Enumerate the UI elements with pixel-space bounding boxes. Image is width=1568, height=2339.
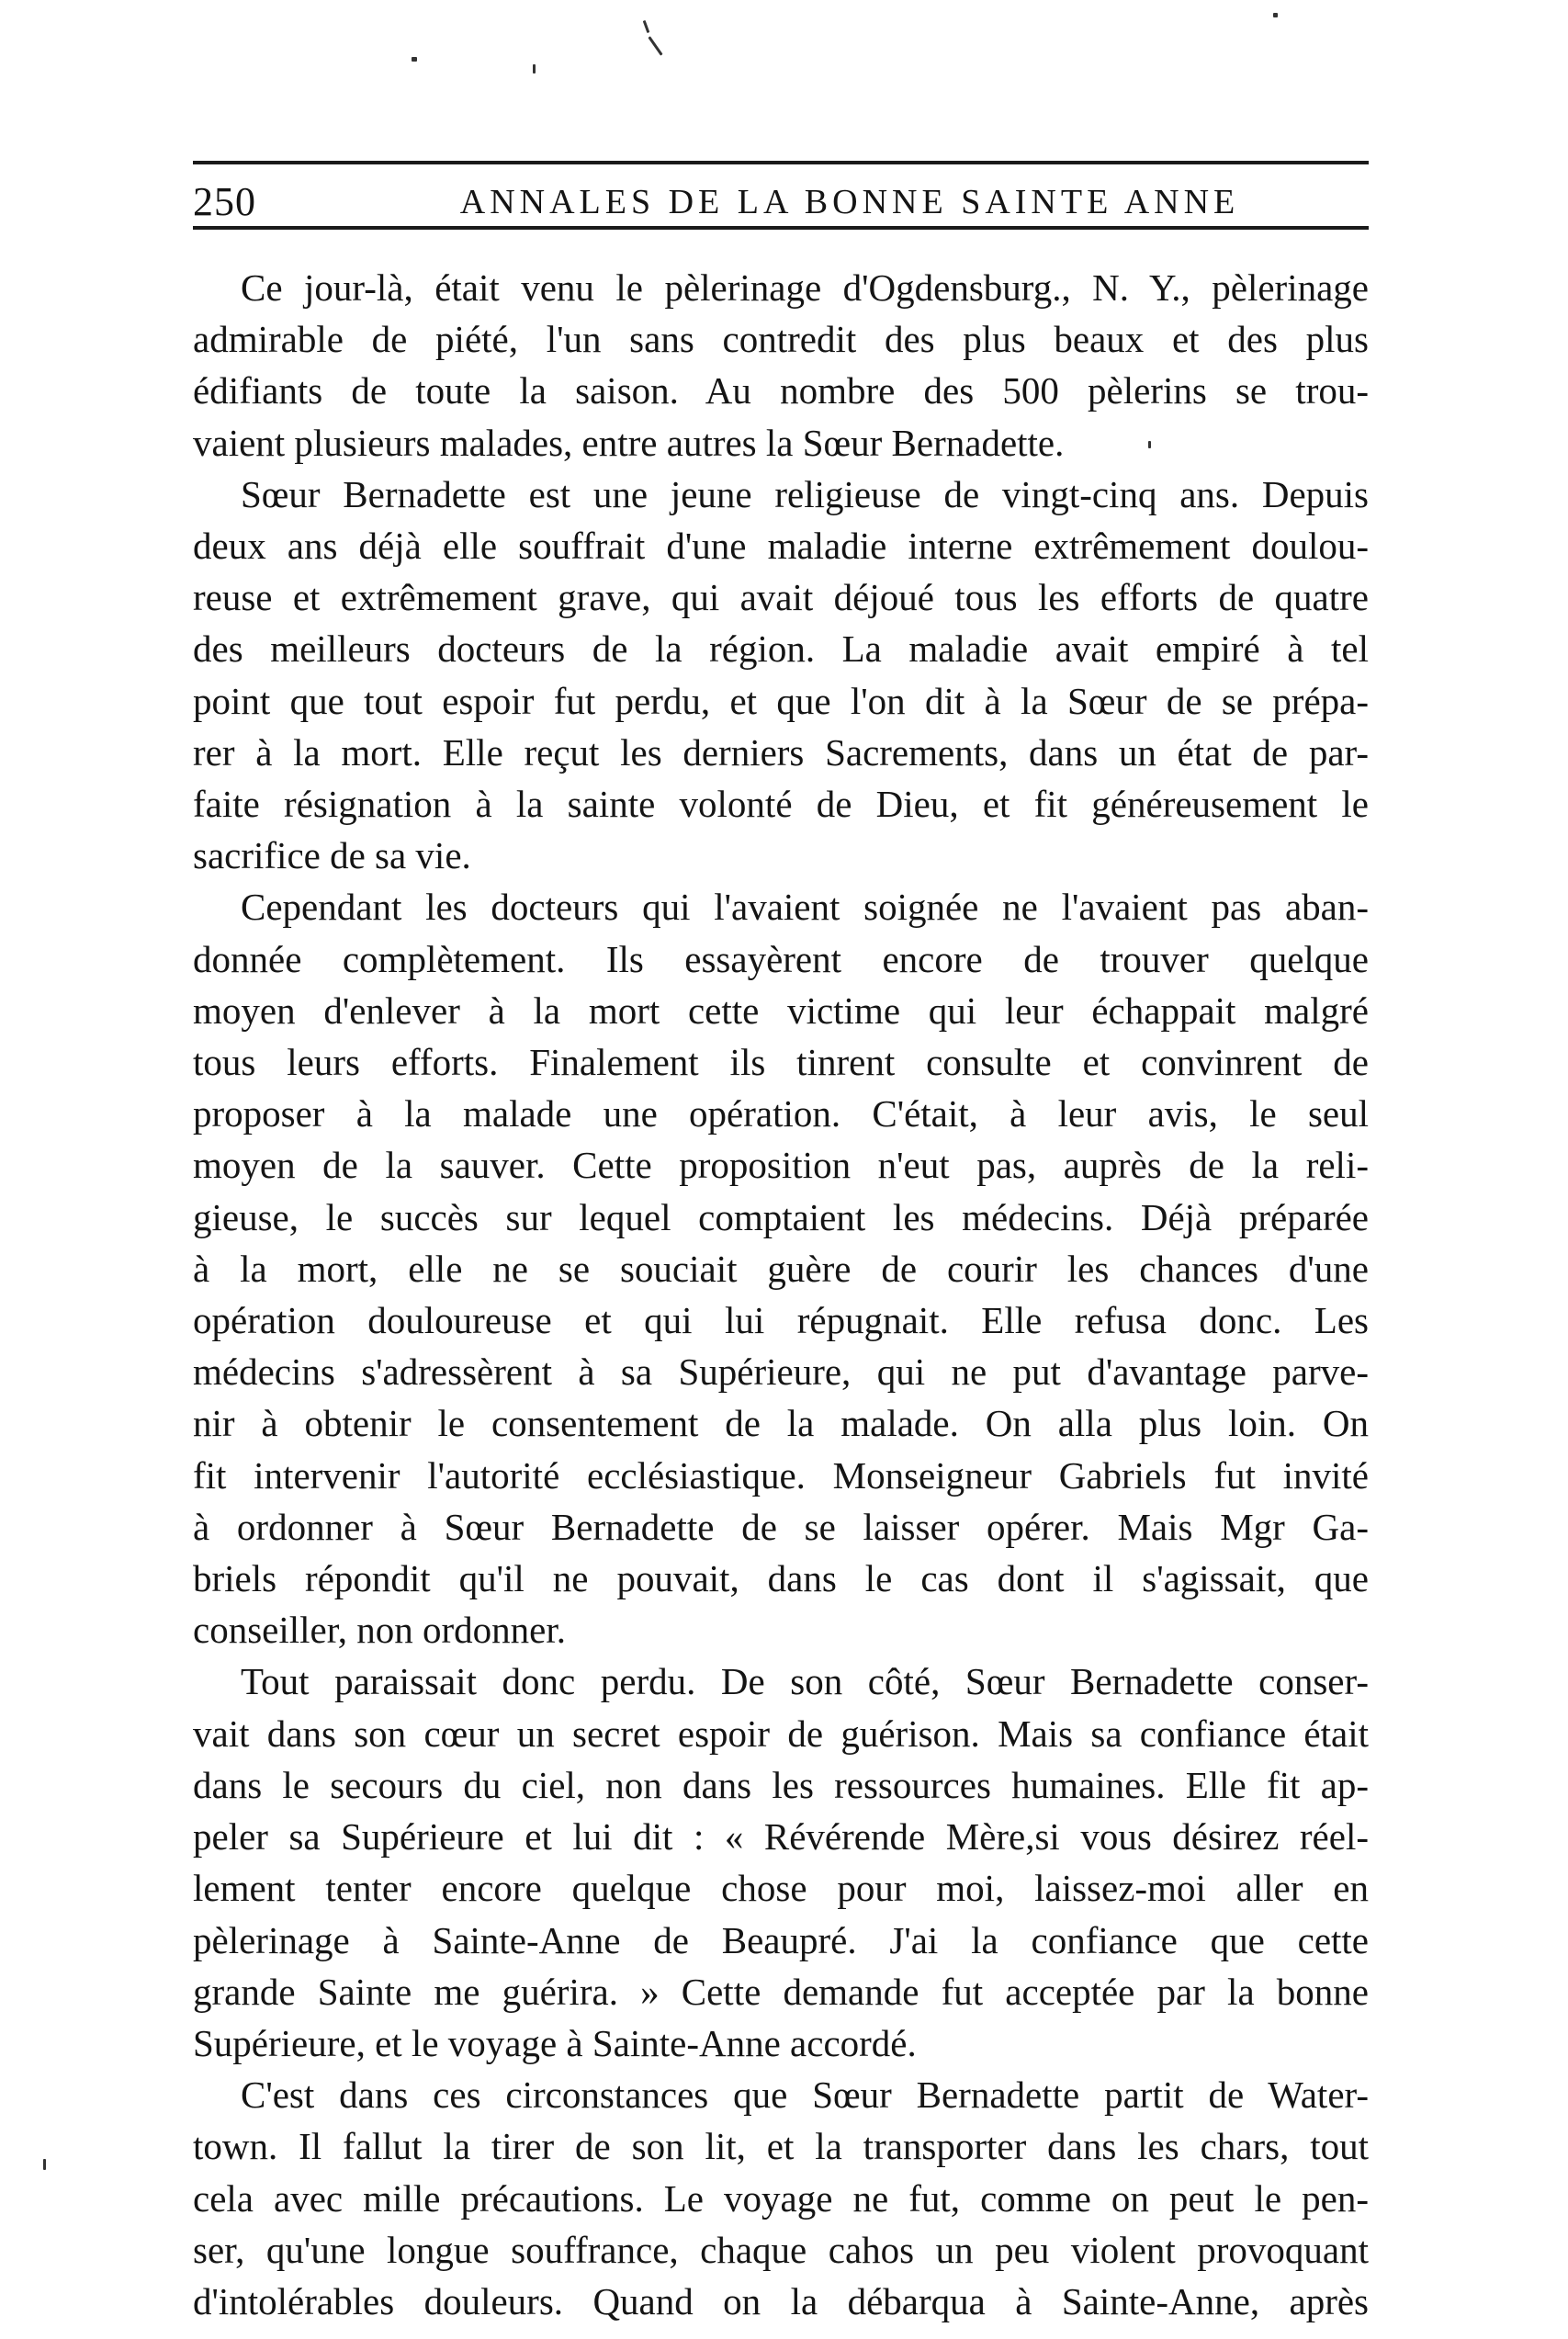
text-line: moyen de la sauver. Cette proposition n'eut pas, auprès de la reli- [193, 1144, 1369, 1187]
text-line: conseiller, non ordonner. [193, 1609, 566, 1652]
header-top-rule [193, 161, 1369, 164]
running-head [193, 175, 1369, 230]
text-line: Sœur Bernadette est une jeune religieuse de vingt-cinq ans. Depuis [241, 472, 1369, 515]
text-line: des meilleurs docteurs de la région. La maladie avait empiré à tel [193, 627, 1369, 671]
text-line: admirable de piété, l'un sans contredit des plus beaux et des plus [193, 318, 1369, 361]
text-line: à ordonner à Sœur Bernadette de se laisser opérer. Mais Mgr Ga- [193, 1505, 1369, 1548]
text-line: lement tenter encore quelque chose pour moi, laissez-moi aller en [193, 1867, 1369, 1910]
paragraph [193, 262, 1369, 469]
text-line: ser, qu'une longue souffrance, chaque cahos un peu violent provoquant [193, 2228, 1369, 2271]
text-line: Cependant les docteurs qui l'avaient soignée ne l'avaient pas aban- [241, 886, 1369, 929]
page-number: 250 [193, 179, 256, 224]
text-line: reuse et extrêmement grave, qui avait déjoué tous les efforts de quatre [193, 576, 1369, 619]
text-line: Ce jour-là, était venu le pèlerinage d'Ogdensburg., N. Y., pèlerinage [241, 266, 1369, 309]
text-line: town. Il fallut la tirer de son lit, et la transporter dans les chars, tout [193, 2125, 1369, 2168]
text-line: proposer à la malade une opération. C'était, à leur avis, le seul [193, 1092, 1369, 1136]
text-line: opération douloureuse et qui lui répugnait. Elle refusa donc. Les [193, 1299, 1369, 1342]
text-line: vait dans son cœur un secret espoir de guérison. Mais sa confiance était [193, 1712, 1369, 1755]
text-line: à la mort, elle ne se souciait guère de courir les chances d'une [193, 1247, 1369, 1290]
text-line: d'intolérables douleurs. Quand on la débarqua à Sainte-Anne, après [193, 2279, 1369, 2322]
text-line: rer à la mort. Elle reçut les derniers Sacrements, dans un état de par- [193, 730, 1369, 774]
text-line: cela avec mille précautions. Le voyage ne fut, comme on peut le pen- [193, 2176, 1369, 2220]
text-line: briels répondit qu'il ne pouvait, dans le cas dont il s'agissait, que [193, 1557, 1369, 1600]
header-bottom-rule [193, 226, 1369, 230]
text-line: point que tout espoir fut perdu, et que l'on dit à la Sœur de se prépa- [193, 679, 1369, 722]
text-line: pèlerinage à Sainte-Anne de Beaupré. J'ai la confiance que cette [193, 1918, 1369, 1961]
text-line: C'est dans ces circonstances que Sœur Bernadette partit de Water- [241, 2073, 1369, 2117]
text-line: tous leurs efforts. Finalement ils tinrent consulte et convinrent de [193, 1041, 1369, 1084]
text-line: Tout paraissait donc perdu. De son côté, Sœur Bernadette conser- [241, 1660, 1369, 1703]
text-line: nir à obtenir le consentement de la malade. On alla plus loin. On [193, 1402, 1369, 1445]
text-line: sacrifice de sa vie. [193, 834, 471, 877]
text-line: peler sa Supérieure et lui dit : « Révérende Mère,si vous désirez réel- [193, 1815, 1369, 1859]
text-line: gieuse, le succès sur lequel comptaient les médecins. Déjà préparée [193, 1195, 1369, 1238]
text-line: moyen d'enlever à la mort cette victime qui leur échappait malgré [193, 989, 1369, 1032]
text-line: vaient plusieurs malades, entre autres la Sœur Bernadette. [193, 421, 1065, 464]
body-text [193, 262, 1369, 2327]
paragraph [193, 1655, 1369, 2069]
text-line: deux ans déjà elle souffrait d'une maladie interne extrêmement doulou- [193, 525, 1369, 568]
paragraph [193, 881, 1369, 1655]
paragraph [193, 2069, 1369, 2327]
paragraph [193, 469, 1369, 882]
text-line: édifiants de toute la saison. Au nombre des 500 pèlerins se trou- [193, 369, 1369, 412]
text-line: donnée complètement. Ils essayèrent encore de trouver quelque [193, 937, 1369, 980]
text-line: grande Sainte me guérira. » Cette demande fut acceptée par la bonne [193, 1970, 1369, 2013]
text-line: fit intervenir l'autorité ecclésiastique. Monseigneur Gabriels fut invité [193, 1453, 1369, 1497]
text-line: dans le secours du ciel, non dans les ressources humaines. Elle fit ap- [193, 1763, 1369, 1806]
text-line: médecins s'adressèrent à sa Supérieure, qui ne put d'avantage parve- [193, 1350, 1369, 1394]
running-title: ANNALES DE LA BONNE SAINTE ANNE [459, 183, 1240, 221]
text-line: faite résignation à la sainte volonté de Dieu, et fit généreusement le [193, 783, 1369, 826]
text-line: Supérieure, et le voyage à Sainte-Anne accordé. [193, 2021, 917, 2064]
